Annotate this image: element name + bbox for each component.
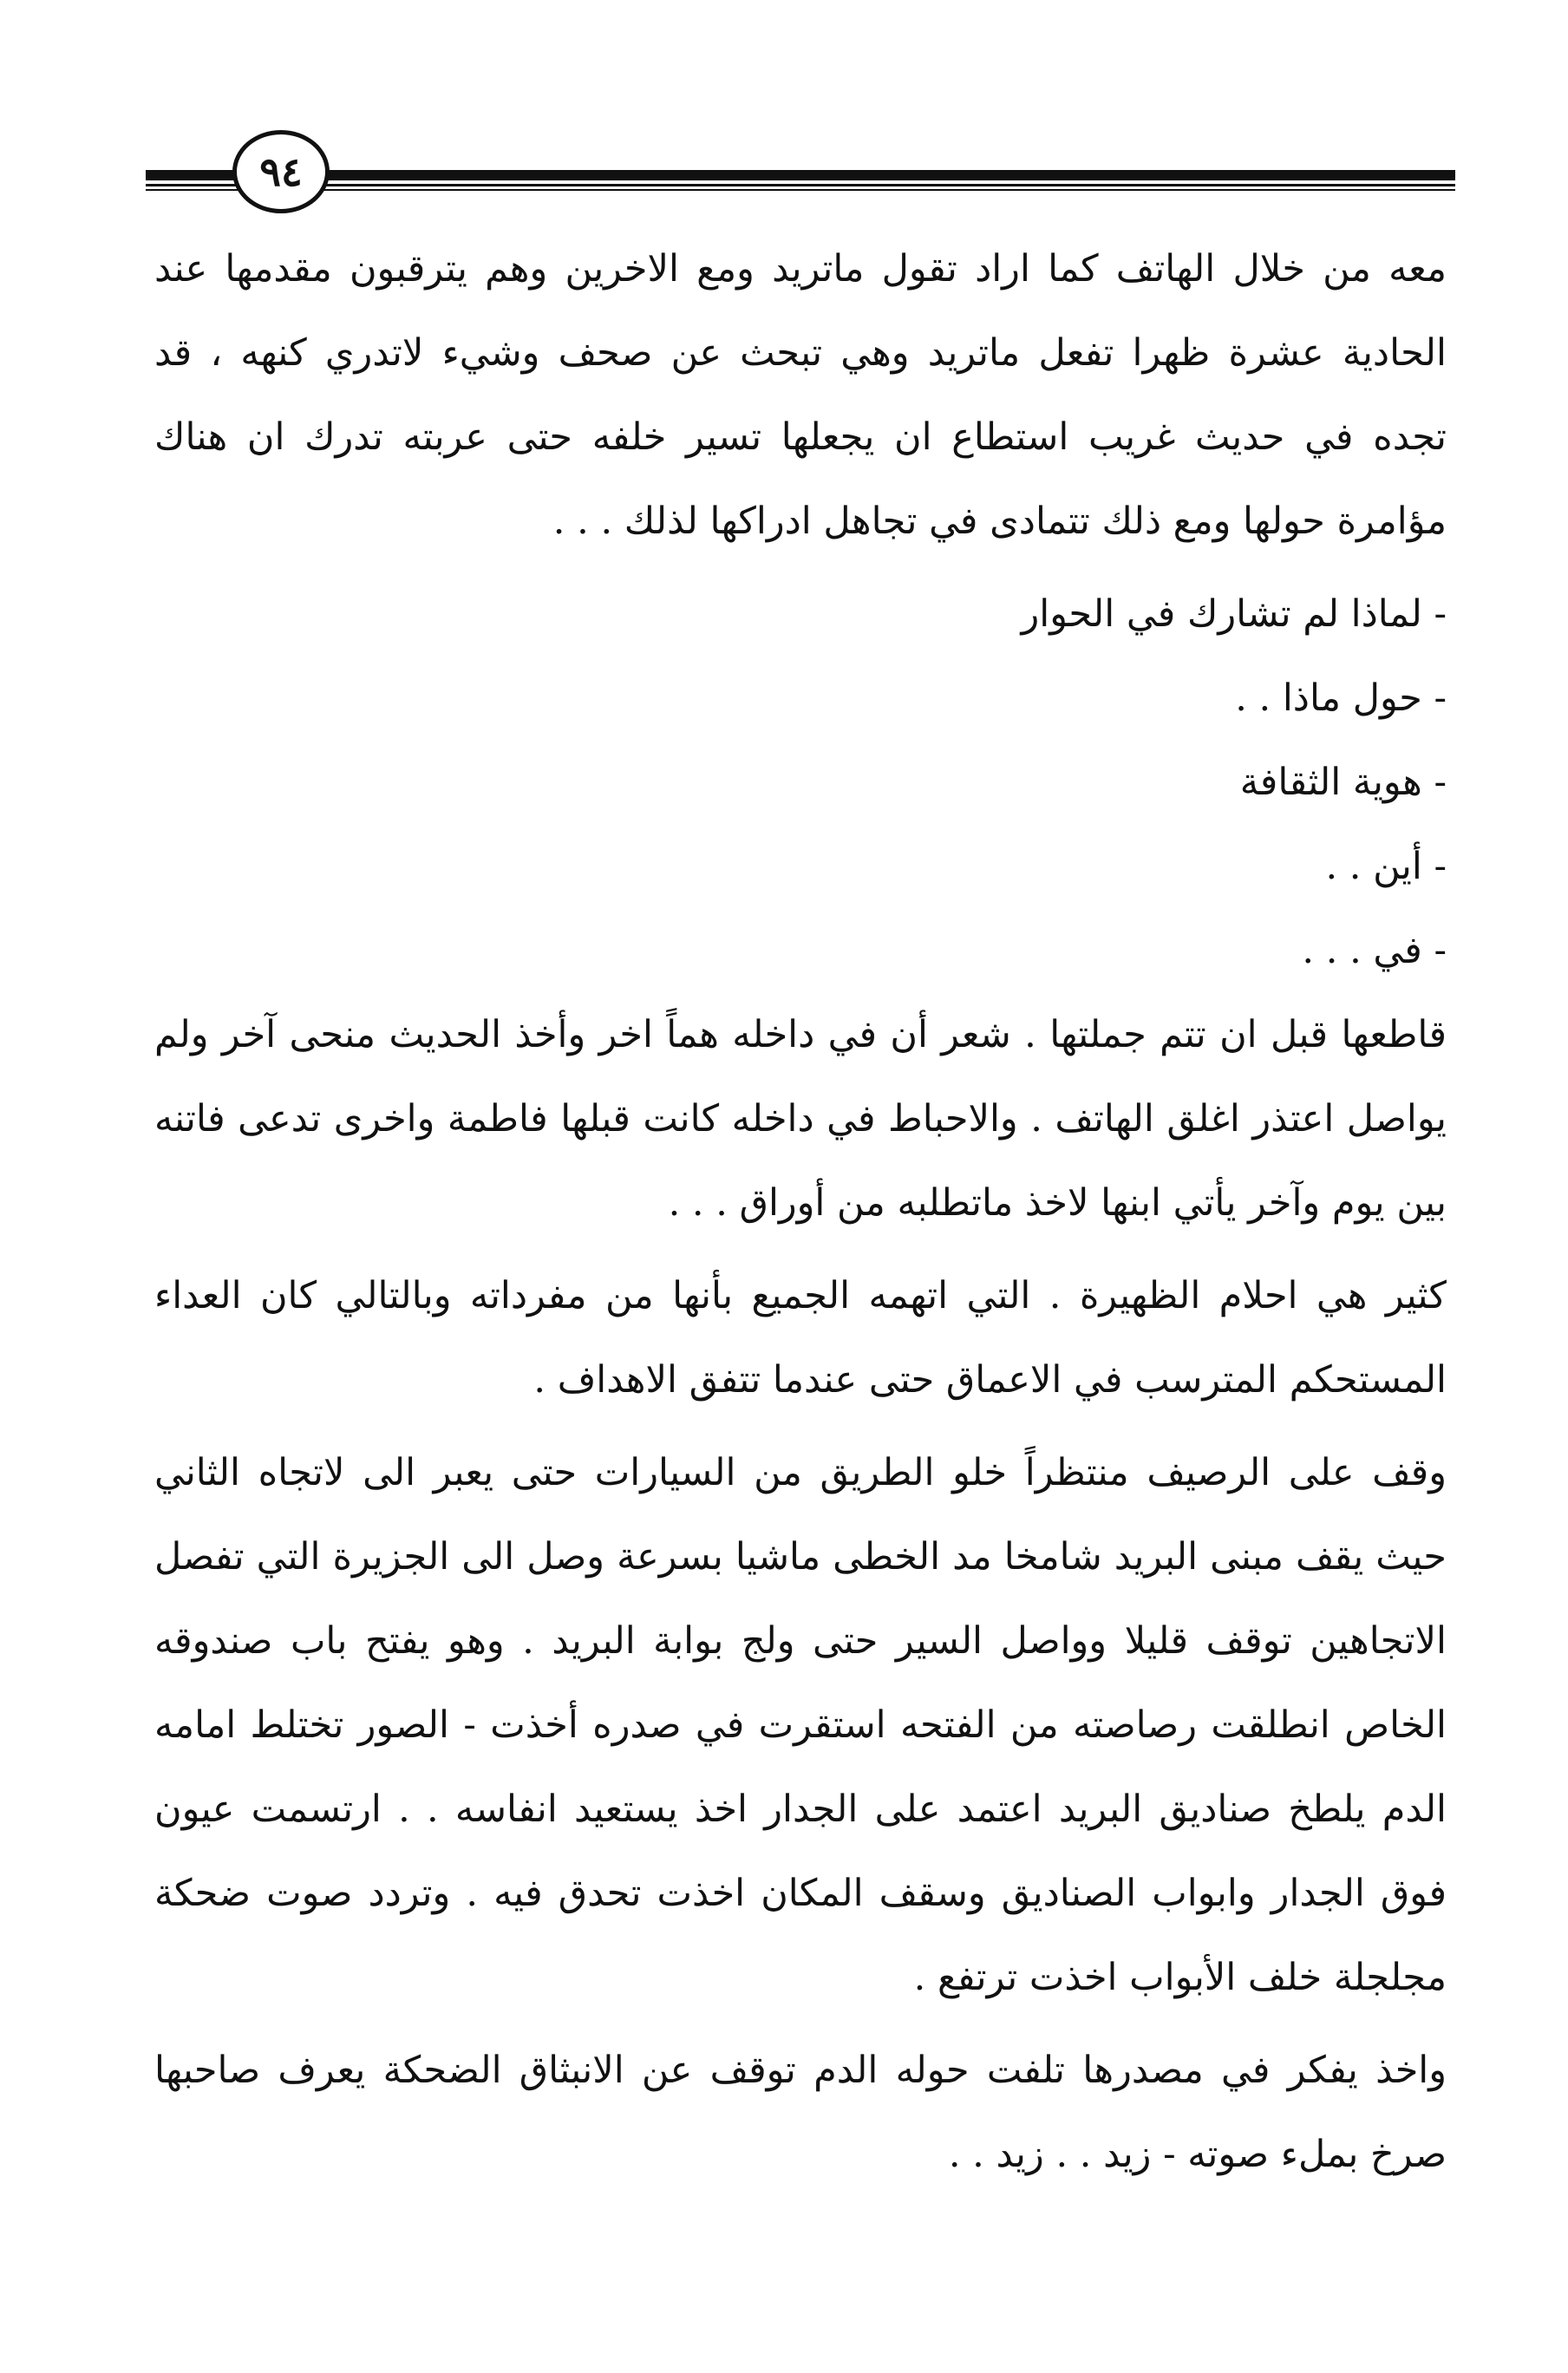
header-rule-thin [146,184,1455,186]
paragraph-2: قاطعها قبل ان تتم جملتها . شعر أن في داخله هماً اخر وأخذ الحديث منحى آخر ولم يواصل اعتذر اغلق الهاتف . والاحباط في داخله كانت قبلها فاطمة واخرى تدعى فاتنه بين يوم وآخر يأتي ابنها لاخذ ماتطلبه من أوراق . . . [154,1013,1447,1225]
header-rule-hairline [146,189,1455,191]
dialogue-line-4: - أين . . [1325,845,1447,888]
paragraph-4: وقف على الرصيف منتظراً خلو الطريق من السيارات حتى يعبر الى لاتجاه الثاني حيث يقف مبنى البريد شامخا مد الخطى ماشيا بسرعة وصل الى الجزيرة التي تفصل الاتجاهين توقف قليلا وواصل السير حتى ولج بوابة البريد . وهو يفتح باب صندوقه الخاص انطلقت رصاصته من الفتحه استقرت في صدره أخذت - الصور تختلط امامه الدم يلطخ صناديق البريد اعتمد على الجدار اخذ يستعيد انفاسه . . ارتسمت عيون فوق الجدار وابواب الصناديق وسقف المكان اخذت تحدق فيه . وتردد صوت ضحكة مجلجلة خلف الأبواب اخذت ترتفع . [154,1451,1447,1999]
paragraph-1: معه من خلال الهاتف كما اراد تقول ماتريد ومع الاخرين وهم يترقبون مقدمها عند الحادية عشرة ظهرا تفعل ماتريد وهي تبحث عن صحف وشيء لاتدري كنهه ، قد تجده في حديث غريب استطاع ان يجعلها تسير خلفه حتى عربته تدرك ان هناك مؤامرة حولها ومع ذلك تتمادى في تجاهل ادراكها لذلك . . . [154,247,1447,543]
page-header [146,130,1455,199]
dialogue-line-5: - في . . . [1302,929,1447,972]
page-number: ٩٤ [232,130,330,213]
dialogue-line-3: - هوية الثقافة [1239,761,1447,804]
paragraph-5: واخذ يفكر في مصدرها تلفت حوله الدم توقف عن الانبثاق الضحكة يعرف صاحبها صرخ بملء صوته - زيد . . زيد . . [154,2049,1447,2176]
dialogue-line-1: - لماذا لم تشارك في الحوار [1021,592,1447,636]
dialogue-line-2: - حول ماذا . . [1235,677,1447,720]
body-text [154,227,1447,2206]
header-rule-thick [146,170,1455,180]
paragraph-3: كثير هي احلام الظهيرة . التي اتهمه الجميع بأنها من مفرداته وبالتالي كان العداء المستحكم المترسب في الاعماق حتى عندما تتفق الاهداف . [154,1274,1447,1402]
